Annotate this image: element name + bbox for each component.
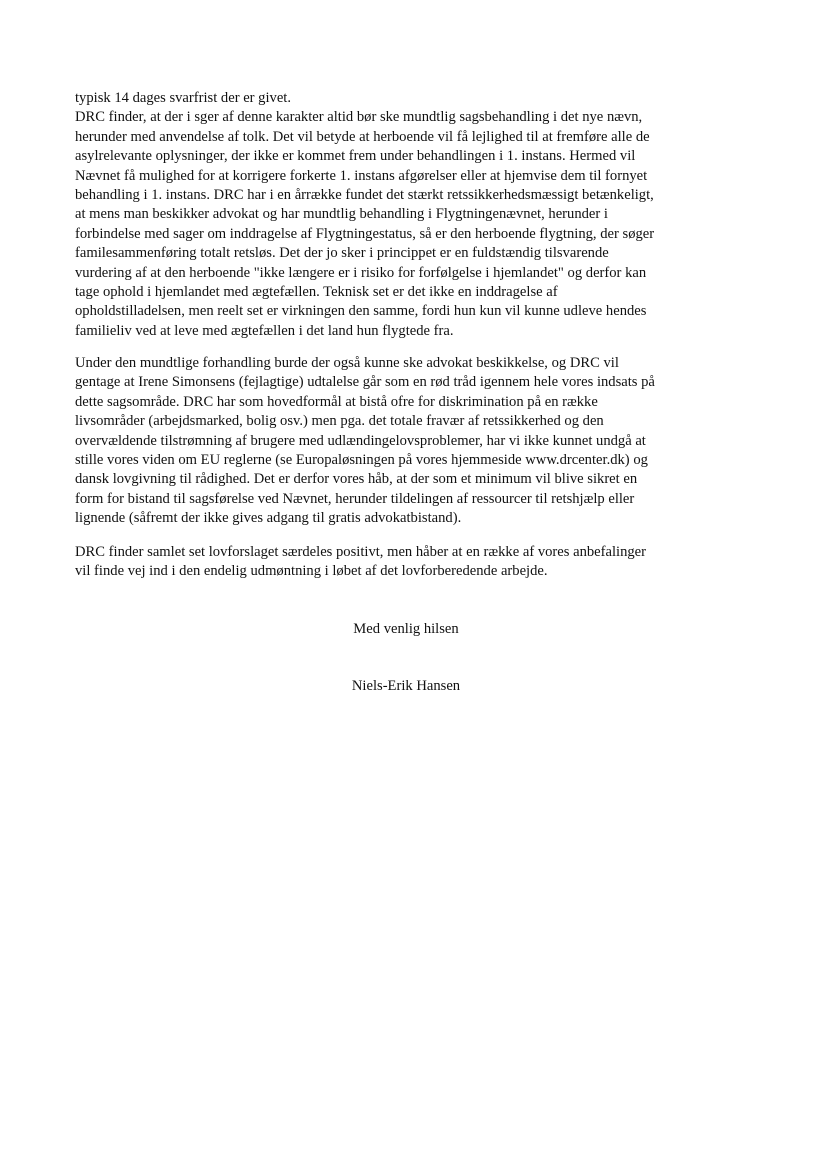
text-line: vurdering af at den herboende "ikke længere er i risiko for forfølgelse i hjemlandet" og derfor kan	[75, 264, 647, 281]
text-line: familesammenføring totalt retsløs. Det der jo sker i princippet er en fuldstændig tilsvarende	[75, 245, 609, 262]
text-line: lignende (såfremt der ikke gives adgang til gratis advokatbistand).	[75, 510, 462, 527]
text-line: vil finde vej ind i den endelig udmøntning i løbet af det lovforberedende arbejde.	[75, 563, 548, 580]
text-line: dansk lovgivning til rådighed. Det er derfor vores håb, at der som et minimum vil blive sikret en	[75, 471, 638, 488]
signature-name: Niels-Erik Hansen	[351, 678, 461, 694]
paragraph-advokat-beskikkelse	[75, 354, 755, 529]
text-line: opholdstilladelsen, men reelt set er virkningen den samme, fordi hun kun vil kunne udleve hendes	[75, 303, 647, 320]
text-line: overvældende tilstrømning af brugere med udlændingelovsproblemer, har vi ikke kunnet undgå at	[75, 432, 646, 449]
text-line: familieliv ved at leve med ægtefællen i det land hun flygtede fra.	[75, 322, 454, 339]
text-line: form for bistand til sagsførelse ved Nævnet, herunder tildelingen af ressourcer til retshjælp eller	[75, 490, 635, 507]
text-line: herunder med anvendelse af tolk. Det vil betyde at herboende vil få lejlighed til at fremføre alle de	[75, 128, 650, 145]
text-line: behandling i 1. instans. DRC har i en årrække fundet det stærkt retssikkerhedsmæssigt betænkeligt,	[75, 186, 654, 203]
text-line: Under den mundtlige forhandling burde der også kunne ske advokat beskikkelse, og DRC vil	[75, 355, 619, 371]
text-line: dette sagsområde. DRC har som hovedformål at bistå ofre for diskrimination på en række	[75, 393, 598, 410]
paragraph-conclusion	[75, 543, 755, 582]
text-line: at mens man beskikker advokat og har mundtlig behandling i Flygtningenævnet, herunder i	[75, 206, 608, 223]
text-line: forbindelse med sager om inddragelse af Flygtningestatus, så er den herboende flygtning, der søger	[75, 225, 655, 242]
text-line: stille vores viden om EU reglerne (se Europaløsningen på vores hjemmeside www.drcenter.dk) og	[75, 451, 648, 468]
text-line: typisk 14 dages svarfrist der er givet.	[75, 90, 292, 106]
text-line: DRC finder samlet set lovforslaget særdeles positivt, men håber at en række af vores anbefalinger	[75, 544, 647, 560]
text-line: livsområder (arbejdsmarked, bolig osv.) men pga. det totale fravær af retssikkerhed og den	[75, 413, 604, 430]
closing-greeting: Med venlig hilsen	[353, 621, 459, 637]
text-line: gentage at Irene Simonsens (fejlagtige) udtalelse går som en rød tråd igennem hele vores indsats på	[75, 374, 655, 391]
text-line: asylrelevante oplysninger, der ikke er kommet frem under behandlingen i 1. instans. Hermed vil	[75, 148, 636, 165]
text-line: DRC finder, at der i sger af denne karakter altid bør ske mundtlig sagsbehandling i det nye nævn,	[75, 109, 643, 126]
text-line: tage ophold i hjemlandet med ægtefællen. Teknisk set er det ikke en inddragelse af	[75, 283, 558, 300]
paragraph-tolk-mundtlig-behandling	[75, 89, 755, 341]
text-line: Nævnet få mulighed for at korrigere forkerte 1. instans afgørelser eller at hjemvise dem til fornyet	[75, 167, 648, 184]
